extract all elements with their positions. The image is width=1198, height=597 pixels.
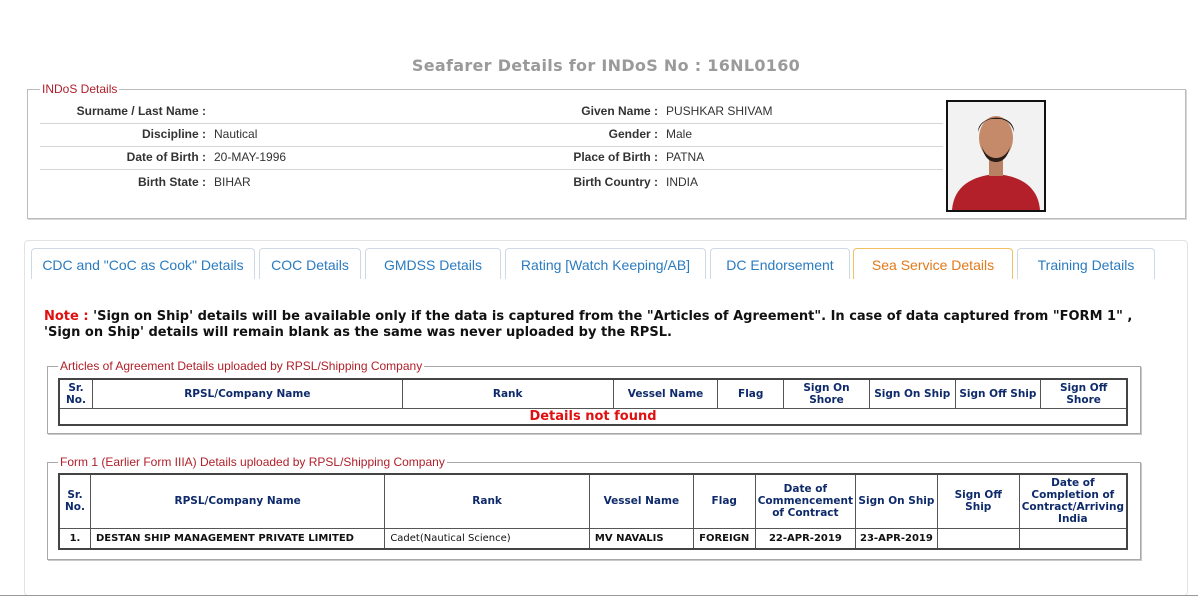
surname-label: Surname / Last Name : [76, 104, 206, 118]
cell-commencement: 22-APR-2019 [755, 528, 855, 549]
cell-vessel: MV NAVALIS [589, 528, 693, 549]
col-header-sr-no: Sr. No. [59, 379, 92, 408]
col-header-flag: Flag [718, 379, 784, 408]
dob-value: 20-MAY-1996 [214, 150, 287, 164]
indos-details-legend: INDoS Details [42, 82, 118, 96]
col-header-vessel: Vessel Name [613, 379, 718, 408]
details-row-1 [40, 100, 943, 124]
birth-country-value: INDIA [666, 175, 699, 189]
tab-cdc-details[interactable]: CDC and "CoC as Cook" Details [31, 248, 255, 279]
cell-completion [1019, 528, 1127, 549]
col-header-sign-off-ship: Sign Off Ship [937, 474, 1019, 528]
details-row-3 [40, 146, 943, 170]
pob-value: PATNA [666, 150, 705, 164]
col-header-sr-no: Sr. No. [59, 474, 90, 528]
cell-rank: Cadet(Nautical Science) [385, 528, 590, 549]
col-header-sign-off-shore: Sign Off Shore [1041, 379, 1127, 408]
birth-state-label: Birth State : [137, 175, 206, 189]
birth-country-label: Birth Country : [573, 175, 658, 189]
pob-label: Place of Birth : [573, 150, 658, 164]
cell-sign-off-ship [937, 528, 1019, 549]
bottom-divider [0, 595, 1198, 596]
given-name-label: Given Name : [581, 104, 658, 118]
discipline-label: Discipline : [141, 127, 206, 141]
tab-training-details[interactable]: Training Details [1017, 248, 1155, 279]
form1-legend: Form 1 (Earlier Form IIIA) Details uploaded by RPSL/Shipping Company [60, 455, 445, 469]
gender-label: Gender : [608, 127, 658, 141]
dob-label: Date of Birth : [126, 150, 206, 164]
col-header-company: RPSL/Company Name [90, 474, 384, 528]
col-header-completion: Date of Completion of Contract/Arriving India [1019, 474, 1127, 528]
tab-coc-details[interactable]: COC Details [259, 248, 361, 279]
cell-sign-on-ship: 23-APR-2019 [856, 528, 938, 549]
note-body: 'Sign on Ship' details will be available only if the data is captured from the "Articles of Agreement". In case of data captured from "FORM 1" , 'Sign on Ship' details will remain blank as the same was never uploaded by the RPSL. [44, 309, 1133, 340]
note-prefix: Note : [44, 309, 89, 324]
cell-sr-no: 1. [59, 528, 90, 549]
details-row-4 [40, 169, 943, 192]
cell-flag: FOREIGN [693, 528, 755, 549]
person-photo-icon [948, 102, 1044, 210]
gender-value: Male [666, 127, 693, 141]
tab-sea-service-details[interactable]: Sea Service Details [853, 248, 1013, 279]
col-header-vessel: Vessel Name [589, 474, 693, 528]
page-title: Seafarer Details for INDoS No : 16NL0160 [411, 56, 801, 75]
col-header-sign-off-ship: Sign Off Ship [955, 379, 1041, 408]
empty-message: Details not found [59, 408, 1127, 425]
form1-table [58, 473, 1128, 550]
col-header-sign-on-ship: Sign On Ship [869, 379, 955, 408]
col-header-commencement: Date of Commencement of Contract [755, 474, 855, 528]
tab-rating-details[interactable]: Rating [Watch Keeping/AB] [505, 248, 706, 279]
col-header-rank: Rank [385, 474, 590, 528]
given-name-value: PUSHKAR SHIVAM [666, 104, 773, 118]
col-header-flag: Flag [693, 474, 755, 528]
discipline-value: Nautical [214, 127, 258, 141]
birth-state-value: BIHAR [214, 175, 251, 189]
tab-gmdss-details[interactable]: GMDSS Details [365, 248, 501, 279]
details-row-2 [40, 123, 943, 147]
col-header-company: RPSL/Company Name [92, 379, 402, 408]
col-header-rank: Rank [402, 379, 613, 408]
articles-table [58, 378, 1128, 426]
seafarer-photo [946, 100, 1046, 212]
tab-dc-endorsement[interactable]: DC Endorsement [710, 248, 850, 279]
col-header-sign-on-shore: Sign On Shore [784, 379, 870, 408]
articles-legend: Articles of Agreement Details uploaded by RPSL/Shipping Company [60, 359, 423, 373]
cell-company: DESTAN SHIP MANAGEMENT PRIVATE LIMITED [90, 528, 384, 549]
note-text [44, 309, 1154, 341]
col-header-sign-on-ship: Sign On Ship [856, 474, 938, 528]
table-row [59, 528, 1127, 549]
